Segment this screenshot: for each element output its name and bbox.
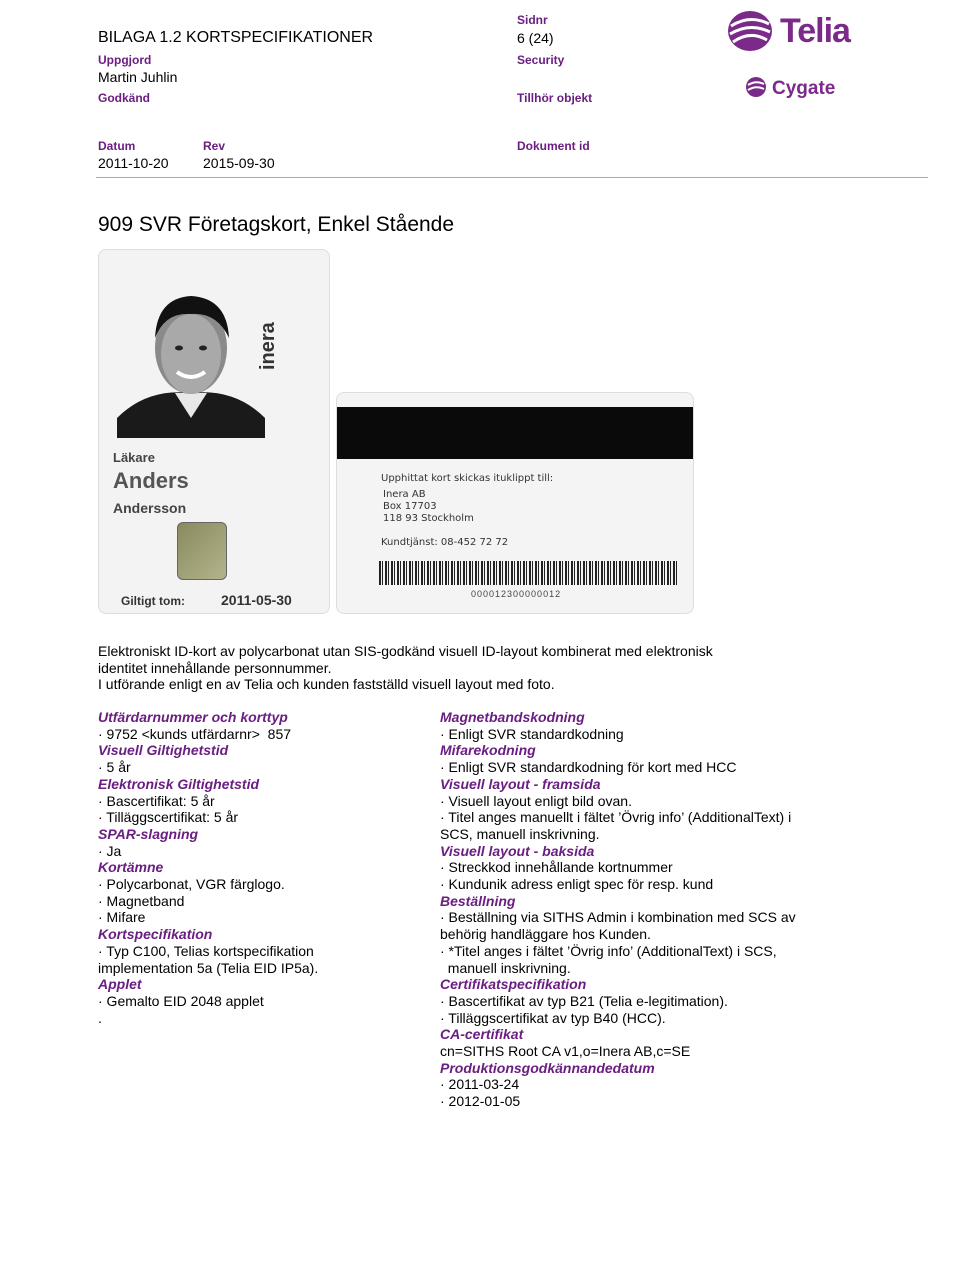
chip-icon bbox=[177, 522, 227, 580]
spec-line: · Kundunik adress enligt spec för resp. kund bbox=[440, 876, 714, 893]
card-first-name: Anders bbox=[113, 468, 189, 493]
card-last-name: Andersson bbox=[113, 500, 187, 516]
spec-line: · Visuell layout enligt bild ovan. bbox=[440, 792, 632, 809]
tillhor-objekt-label: Tillhör objekt bbox=[517, 91, 593, 105]
description bbox=[98, 643, 838, 693]
spec-heading: Produktionsgodkännandedatum bbox=[440, 1059, 655, 1076]
spec-line: · Streckkod innehållande kortnummer bbox=[440, 859, 673, 876]
spec-line: · Bascertifikat: 5 år bbox=[98, 792, 215, 809]
spec-line: · Typ C100, Telias kortspecifikation bbox=[98, 942, 314, 959]
spec-line: . bbox=[98, 1009, 102, 1026]
card-valid-label: Giltigt tom: bbox=[121, 594, 185, 608]
rev-label: Rev bbox=[203, 139, 226, 153]
spec-heading: Elektronisk Giltighetstid bbox=[98, 775, 260, 792]
card-back-address-1: Inera AB bbox=[383, 489, 426, 500]
spec-heading: Magnetbandskodning bbox=[440, 709, 585, 725]
spec-line: · Magnetband bbox=[98, 892, 185, 909]
card-back-support: Kundtjänst: 08-452 72 72 bbox=[381, 537, 509, 548]
card-back-image bbox=[336, 392, 694, 614]
telia-logo-text: Telia bbox=[780, 12, 850, 50]
spec-heading: Utfärdarnummer och korttyp bbox=[98, 709, 288, 725]
spec-line: · Tilläggscertifikat av typ B40 (HCC). bbox=[440, 1009, 666, 1026]
card-title: Läkare bbox=[113, 450, 155, 465]
spec-heading: Kortämne bbox=[98, 859, 164, 876]
spec-line: · Enligt SVR standardkodning för kort med HCC bbox=[440, 759, 737, 776]
uppgjord-value: Martin Juhlin bbox=[98, 69, 178, 85]
card-back-barcode-number: 000012300000012 bbox=[471, 589, 562, 599]
card-valid-date: 2011-05-30 bbox=[221, 592, 292, 608]
godkand-label: Godkänd bbox=[98, 91, 151, 105]
card-back-address-3: 118 93 Stockholm bbox=[383, 513, 474, 524]
spec-heading: Kortspecifikation bbox=[98, 926, 213, 943]
dokument-id-label: Dokument id bbox=[517, 139, 590, 153]
spec-line: · Titel anges manuellt i fältet ’Övrig info’ (AdditionalText) i bbox=[440, 809, 792, 826]
spec-line: · Enligt SVR standardkodning bbox=[440, 725, 624, 742]
section-title: 909 SVR Företagskort, Enkel Stående bbox=[98, 213, 455, 236]
spec-line: · Polycarbonat, VGR färglogo. bbox=[98, 876, 285, 893]
spec-line: implementation 5a (Telia EID IP5a). bbox=[98, 959, 319, 976]
cygate-logo-text: Cygate bbox=[772, 78, 836, 99]
spec-line: · Tilläggscertifikat: 5 år bbox=[98, 809, 239, 826]
card-back-address-2: Box 17703 bbox=[383, 501, 437, 512]
spec-line: · Bascertifikat av typ B21 (Telia e-legitimation). bbox=[440, 992, 728, 1009]
spec-line: · 2012-01-05 bbox=[440, 1093, 521, 1110]
spec-heading: Certifikatspecifikation bbox=[440, 976, 587, 993]
spec-line: behörig handläggare hos Kunden. bbox=[440, 926, 651, 943]
spec-line: · 9752 <kunds utfärdarnr> 857 bbox=[98, 725, 292, 742]
spec-heading: CA-certifikat bbox=[440, 1026, 524, 1043]
description-line: Elektroniskt ID-kort av polycarbonat utan SIS-godkänd visuell ID-layout kombinerat med elektronisk bbox=[98, 643, 713, 659]
left-spec-column bbox=[98, 709, 428, 1026]
card-front-image bbox=[98, 249, 330, 614]
datum-value: 2011-10-20 bbox=[98, 155, 169, 171]
spec-heading: Visuell layout - baksida bbox=[440, 842, 595, 859]
spec-line: · Gemalto EID 2048 applet bbox=[98, 992, 264, 1009]
sidnr-label: Sidnr bbox=[517, 13, 548, 27]
spec-heading: Applet bbox=[98, 976, 142, 993]
spec-line: cn=SITHS Root CA v1,o=Inera AB,c=SE bbox=[440, 1043, 691, 1060]
spec-heading: SPAR-slagning bbox=[98, 825, 199, 842]
magnetic-stripe bbox=[337, 407, 693, 459]
spec-line: · Mifare bbox=[98, 909, 146, 926]
datum-label: Datum bbox=[98, 139, 136, 153]
spec-line: manuell inskrivning. bbox=[440, 959, 571, 976]
rev-value: 2015-09-30 bbox=[203, 155, 275, 171]
spec-heading: Mifarekodning bbox=[440, 742, 536, 759]
description-line: I utförande enligt en av Telia och kunden fastställd visuell layout med foto. bbox=[98, 676, 555, 693]
spec-heading: Visuell Giltighetstid bbox=[98, 742, 229, 759]
right-spec-column bbox=[440, 709, 840, 1110]
cygate-logo-icon bbox=[745, 76, 767, 98]
telia-logo-icon bbox=[725, 6, 775, 56]
document-title: BILAGA 1.2 KORTSPECIFIKATIONER bbox=[98, 29, 374, 46]
card-back-found-text: Upphittat kort skickas ituklippt till: bbox=[381, 473, 554, 484]
spec-line: · 5 år bbox=[98, 759, 131, 776]
spec-heading: Beställning bbox=[440, 892, 516, 909]
description-line: identitet innehållande personnummer. bbox=[98, 659, 332, 676]
portrait-photo bbox=[117, 268, 265, 438]
spec-line: · *Titel anges i fältet ’Övrig info’ (AdditionalText) i SCS, bbox=[440, 942, 777, 959]
header-divider bbox=[96, 177, 928, 178]
spec-line: · Ja bbox=[98, 842, 122, 859]
barcode-icon bbox=[379, 561, 679, 585]
spec-line: · 2011-03-24 bbox=[440, 1076, 520, 1093]
uppgjord-label: Uppgjord bbox=[98, 53, 152, 67]
spec-line: · Beställning via SITHS Admin i kombination med SCS av bbox=[440, 909, 796, 926]
spec-line: SCS, manuell inskrivning. bbox=[440, 825, 600, 842]
spec-heading: Visuell layout - framsida bbox=[440, 775, 601, 792]
inera-logo-text: inera bbox=[257, 322, 279, 370]
sidnr-value: 6 (24) bbox=[517, 30, 554, 46]
security-label: Security bbox=[517, 53, 565, 67]
